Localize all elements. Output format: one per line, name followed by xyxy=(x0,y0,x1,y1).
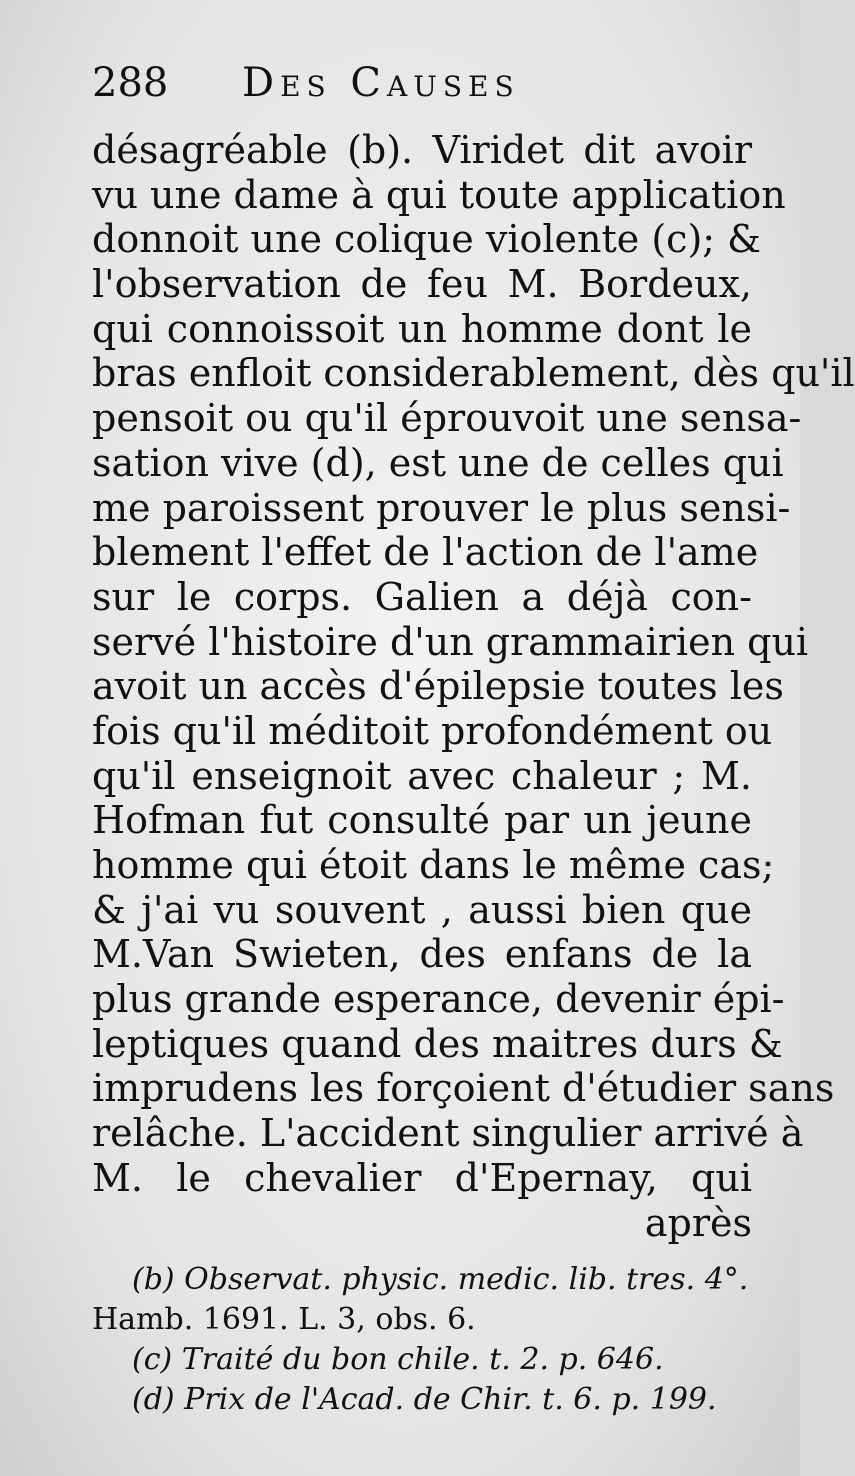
text-line: blement l'effet de l'action de l'ame xyxy=(92,530,759,575)
text-line: qui connoissoit un homme dont le xyxy=(92,306,752,351)
text-line: sur le corps. Galien a déjà con- xyxy=(92,574,752,619)
footnote-d: (d) Prix de l'Acad. de Chir. t. 6. p. 199. xyxy=(132,1382,717,1417)
text-line: servé l'histoire d'un grammairien qui xyxy=(92,619,809,664)
text-line: fois qu'il méditoit profondément ou xyxy=(92,708,773,753)
page-header xyxy=(92,58,652,108)
body-text xyxy=(92,128,855,1245)
text-line: plus grande esperance, devenir épi- xyxy=(92,977,785,1022)
text-line: pensoit ou qu'il éprouvoit une sensa- xyxy=(92,396,802,441)
text-line: M. le chevalier d'Epernay, qui xyxy=(92,1155,752,1200)
running-title: Des Causes xyxy=(242,60,520,106)
catchword: après xyxy=(644,1200,752,1245)
text-line: avoit un accès d'épilepsie toutes les xyxy=(92,664,784,709)
text-line: leptiques quand des maitres durs & xyxy=(92,1021,783,1066)
text-line: M.Van Swieten, des enfans de la xyxy=(92,932,752,977)
text-line: sation vive (d), est une de celles qui xyxy=(92,440,784,485)
text-line: vu une dame à qui toute application xyxy=(92,172,786,217)
text-line: donnoit une colique violente (c); & xyxy=(92,217,761,262)
text-line: désagréable (b). Viridet dit avoir xyxy=(92,128,752,172)
text-line: Hofman fut consulté par un jeune xyxy=(92,798,752,843)
text-line: imprudens les forçoient d'étudier sans xyxy=(92,1066,835,1111)
text-line: homme qui étoit dans le même cas; xyxy=(92,843,775,887)
footnote-b: (b) Observat. physic. medic. lib. tres. 4°. xyxy=(132,1262,749,1297)
text-line: qu'il enseignoit avec chaleur ; M. xyxy=(92,753,752,798)
footnotes xyxy=(92,1260,752,1420)
footnote-b-continued: Hamb. 1691. L. 3, obs. 6. xyxy=(92,1302,476,1337)
text-line: l'observation de feu M. Bordeux, xyxy=(92,262,752,307)
page-number: 288 xyxy=(92,60,169,106)
text-line: me paroissent prouver le plus sensi- xyxy=(92,485,791,530)
text-line: bras enfloit considerablement, dès qu'il xyxy=(92,351,855,396)
footnote-c: (c) Traité du bon chile. t. 2. p. 646. xyxy=(132,1342,664,1377)
text-line: & j'ai vu souvent , aussi bien que xyxy=(92,887,752,932)
text-line: relâche. L'accident singulier arrivé à xyxy=(92,1111,804,1156)
